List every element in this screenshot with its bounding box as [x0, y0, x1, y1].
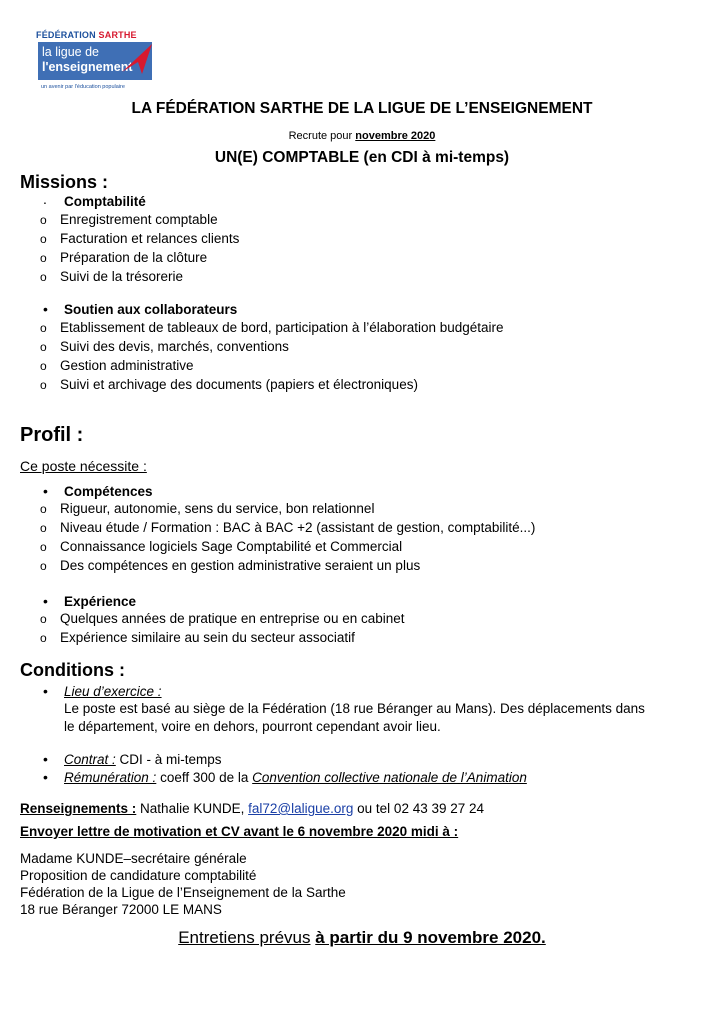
logo-tagline: un avenir par l'éducation populaire — [38, 80, 152, 94]
list-item: o Quelques années de pratique en entreprise ou en cabinet — [40, 611, 405, 626]
profil-subheading: Ce poste nécessite : — [20, 458, 147, 474]
list-item: o Niveau étude / Formation : BAC à BAC +2 (assistant de gestion, comptabilité...) — [40, 520, 536, 535]
list-item: o Facturation et relances clients — [40, 231, 240, 246]
bullet-icon: • — [43, 751, 48, 767]
profil-group1-row — [0, 484, 724, 502]
contact-phone: ou tel 02 43 39 27 24 — [357, 801, 485, 816]
bullet-icon: • — [43, 301, 48, 317]
logo-line1: la ligue de — [42, 45, 99, 59]
conditions-remuneration — [0, 770, 724, 788]
logo-line2: l'enseignement — [42, 60, 133, 74]
list-item: o Suivi et archivage des documents (papiers et électroniques) — [40, 377, 418, 392]
profil-group1-list — [0, 501, 724, 577]
conditions-contrat — [0, 752, 724, 770]
list-item: o Gestion administrative — [40, 358, 194, 373]
bullet-icon: • — [43, 593, 48, 609]
remu-value: coeff 300 de la — [160, 770, 249, 785]
recruit-line — [0, 130, 724, 142]
missions-group2-title: Soutien aux collaborateurs — [64, 302, 238, 317]
missions-group1-row — [0, 191, 724, 212]
address-line: Fédération de la Ligue de l’Enseignement de la Sarthe — [20, 885, 346, 900]
profil-heading: Profil : — [20, 424, 84, 446]
remu-convention: Convention collective nationale de l’Animation — [252, 770, 527, 785]
profil-group1-title: Compétences — [64, 484, 153, 499]
bullet-icon: • — [43, 483, 48, 499]
missions-group1-title: Comptabilité — [64, 194, 146, 209]
remu-label: Rémunération : — [64, 770, 157, 785]
profil-group2-row — [0, 594, 724, 612]
list-item: o Expérience similaire au sein du secteur associatif — [40, 630, 355, 645]
bullet-icon: . — [43, 191, 47, 207]
recruit-prefix: Recrute pour — [288, 130, 353, 142]
contact-label: Renseignements : — [20, 801, 137, 816]
missions-group1-list — [0, 212, 724, 288]
page-title: LA FÉDÉRATION SARTHE DE LA LIGUE DE L’ENSEIGNEMENT — [131, 100, 593, 117]
missions-group2-list — [0, 320, 724, 396]
send-instruction: Envoyer lettre de motivation et CV avant le 6 novembre 2020 midi à : — [20, 824, 459, 839]
logo-sarthe-word: SARTHE — [98, 30, 137, 40]
interview-prefix: Entretiens prévus — [178, 928, 311, 947]
contact-email-link[interactable]: fal72@laligue.org — [248, 801, 354, 816]
recruit-date: novembre 2020 — [355, 130, 436, 142]
list-item: o Etablissement de tableaux de bord, participation à l’élaboration budgétaire — [40, 320, 504, 335]
profil-group2-title: Expérience — [64, 594, 137, 609]
list-item: o Préparation de la clôture — [40, 250, 208, 265]
list-item: o Suivi de la trésorerie — [40, 269, 184, 284]
list-item: o Des compétences en gestion administrative seraient un plus — [40, 558, 421, 573]
logo-arrow-icon — [120, 42, 154, 76]
address-line: 18 rue Béranger 72000 LE MANS — [20, 902, 222, 917]
list-item: o Enregistrement comptable — [40, 212, 218, 227]
list-item: o Rigueur, autonomie, sens du service, bon relationnel — [40, 501, 375, 516]
contact-name: Nathalie KUNDE, — [140, 801, 245, 816]
list-item: o Suivi des devis, marchés, conventions — [40, 339, 289, 354]
profil-group2-list — [0, 611, 724, 649]
conditions-lieu — [0, 684, 724, 740]
contact-line — [20, 801, 484, 816]
list-item: o Connaissance logiciels Sage Comptabilité et Commercial — [40, 539, 403, 554]
logo-federation-text — [36, 30, 154, 40]
address-line: Madame KUNDE–secrétaire générale — [20, 851, 247, 866]
address-line: Proposition de candidature comptabilité — [20, 868, 257, 883]
lieu-label: Lieu d’exercice : — [64, 684, 162, 699]
lieu-line2: le département, voire en dehors, pourront cependant avoir lieu. — [64, 719, 441, 734]
contrat-value: CDI - à mi-temps — [119, 752, 222, 767]
logo-federation-word: FÉDÉRATION — [36, 30, 96, 40]
missions-group2-row — [0, 302, 724, 320]
contrat-label: Contrat : — [64, 752, 116, 767]
interview-date: à partir du 9 novembre 2020. — [315, 928, 546, 947]
bullet-icon: • — [43, 769, 48, 785]
job-title: UN(E) COMPTABLE (en CDI à mi-temps) — [214, 149, 510, 166]
federation-logo — [36, 30, 154, 94]
missions-heading: Missions : — [20, 172, 109, 192]
address-block — [20, 851, 346, 919]
bullet-icon: • — [43, 683, 48, 699]
lieu-line1: Le poste est basé au siège de la Fédération (18 rue Béranger au Mans). Des déplacements dans — [64, 701, 645, 716]
conditions-heading: Conditions : — [20, 660, 125, 680]
interview-notice — [0, 928, 724, 948]
